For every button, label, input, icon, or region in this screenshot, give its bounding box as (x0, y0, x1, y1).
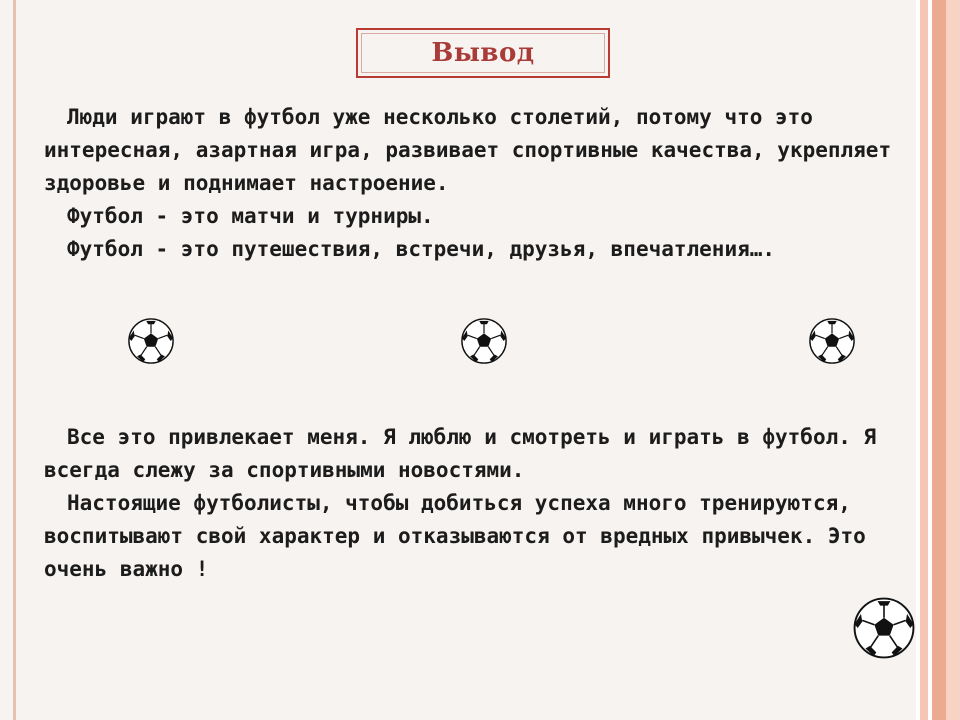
soccer-ball-icon (808, 317, 856, 365)
paragraph: Люди играют в футбол уже несколько столетий, потому что это интересная, азартная игра, развивает спортивные качества, укрепляет здоровье и поднимает настроение. (44, 105, 892, 195)
soccer-ball-icon (460, 317, 508, 365)
paragraph: Настоящие футболисты, чтобы добиться успеха много тренируются, воспитывают свой характер и отказываются от вредных привычек. Это очень важно ! (44, 491, 866, 581)
slide-title: Вывод (431, 38, 535, 68)
intro-text-block (44, 101, 904, 266)
paragraph: Все это привлекает меня. Я люблю и смотреть и играть в футбол. Я всегда слежу за спортивными новостями. (44, 425, 877, 482)
right-decorative-stripes (916, 0, 960, 720)
title-box (356, 28, 610, 78)
soccer-ball-icon (852, 596, 916, 660)
paragraph: Футбол - это матчи и турниры. (67, 204, 434, 228)
paragraph: Футбол - это путешествия, встречи, друзья, впечатления…. (67, 237, 776, 261)
left-border-rule (13, 0, 16, 720)
conclusion-text-block (44, 421, 904, 586)
soccer-ball-icon (127, 317, 175, 365)
